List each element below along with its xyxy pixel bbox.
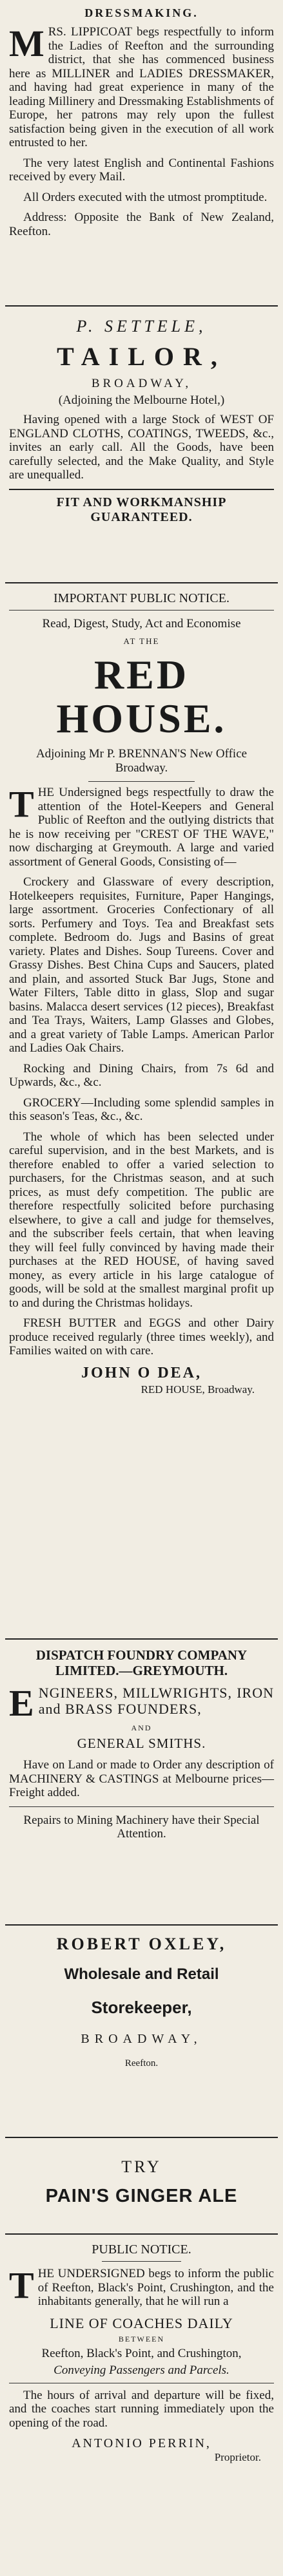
red-house-adjoining: Adjoining Mr P. BRENNAN'S New Office Broadway. bbox=[35, 747, 248, 775]
coaches-drop-cap: T bbox=[9, 2264, 34, 2306]
tailor-adjoining: (Adjoining the Melbourne Hotel,) bbox=[58, 393, 225, 407]
coaches-notice-rule bbox=[102, 2261, 181, 2262]
tailor-advert bbox=[5, 307, 278, 583]
dressmaking-drop-cap: M bbox=[9, 23, 44, 64]
tailor-footer: FIT AND WORKMANSHIP GUARANTEED. bbox=[56, 495, 227, 524]
dressmaking-fashions: The very latest English and Continental Fashions received by every Mail. bbox=[9, 156, 274, 184]
foundry-smiths: GENERAL SMITHS. bbox=[77, 1736, 206, 1751]
oxley-role: Storekeeper, bbox=[91, 1998, 192, 2017]
oxley-town: Reefton. bbox=[124, 2058, 159, 2069]
foundry-drop-cap: E bbox=[9, 1682, 35, 1724]
red-house-notice: IMPORTANT PUBLIC NOTICE. bbox=[54, 591, 229, 605]
tailor-trade: TAILOR, bbox=[57, 342, 226, 371]
dressmaking-address: Address: Opposite the Bank of New Zealand, Reefton. bbox=[9, 211, 274, 238]
oxley-advert bbox=[5, 1926, 278, 2138]
red-house-rule bbox=[88, 781, 194, 782]
dressmaking-body: RS. LIPPICOAT begs respectfully to inform the Ladies of Reefton and the surrounding district, that she has commenced business here as MILLINER and LADIES DRESSMAKER, and having had great experience in many of the leading Millinery and Dressmaking Establishments of Europe, her patrons may rely upon the fullest satisfaction being given in the execution of all work entrusted to her. bbox=[9, 25, 274, 149]
tailor-name: P. SETTELE, bbox=[76, 317, 207, 336]
coaches-notice: PUBLIC NOTICE. bbox=[92, 2242, 191, 2257]
coaches-conveying: Conveying Passengers and Parcels. bbox=[54, 2363, 229, 2377]
oxley-street: BROADWAY, bbox=[81, 2032, 202, 2046]
coaches-title: Proprietor. bbox=[214, 2451, 261, 2463]
red-house-crockery: Crockery and Glassware of every description, Hotelkeepers requisites, Furniture, Paper Hangings, large assortment. Groceries Confectionary of all sorts. Perfumery and Toys. Tea and Breakfast sets complete. Bedroom do. Jugs and Basins of great variety. Plates and Dishes. Soup Tureens. Cover and Grassy Dishes. Best China Cups and Saucers, plated and plain, and assorted Stuck Bar Jugs, Stone and Water Filters, Table ditto in glass, Slop and sugar basins. Malacca desert services (12 pieces), Breakfast and Tea Trays, Waiters, Lamp Glasses and Globes, and a great variety of Table Lamps. American Parlor and Ladies Oak Chairs. bbox=[9, 875, 274, 1055]
coaches-line: LINE OF COACHES DAILY bbox=[50, 2315, 233, 2331]
red-house-body: The whole of which has been selected under careful supervision, and in the best Markets, and is therefore enabled to offer a varied selection to purchasers, for the Christmas season, and at such prices, as must defy competition. The public are therefore respectfully solicited before purchasing elsewhere, to give a call and judge for themselves, and the subscriber feels certain, that when leaving they will feel fully convinced by having made their purchases at the RED HOUSE, of having saved money, as every article in his large catalogue of goods, will be sold at the smallest marginal profit up to and during the Christmas holidays. bbox=[9, 1130, 274, 1310]
foundry-body: Have on Land or made to Order any description of MACHINERY & CASTINGS at Melbourne prices—Freight added. bbox=[9, 1758, 274, 1799]
foundry-trades: NGINEERS, MILLWRIGHTS, IRON and BRASS FOUNDERS, bbox=[38, 1685, 274, 1717]
coaches-hours: The hours of arrival and departure will be fixed, and the coaches start running immediately upon the opening of the road. bbox=[9, 2388, 274, 2430]
red-house-at-the: AT THE bbox=[123, 636, 160, 646]
foundry-advert bbox=[5, 1640, 278, 1926]
red-house-signature: JOHN O DEA, bbox=[81, 1364, 202, 1381]
coaches-route: Reefton, Black's Point, and Crushington, bbox=[41, 2346, 242, 2360]
oxley-name: ROBERT OXLEY, bbox=[56, 1935, 227, 1953]
tailor-street: BROADWAY, bbox=[91, 377, 192, 390]
foundry-and: AND bbox=[131, 1723, 152, 1732]
red-house-notice-rule bbox=[9, 610, 274, 611]
ginger-title: PAIN'S GINGER ALE bbox=[45, 2186, 238, 2206]
red-house-advert bbox=[5, 583, 278, 1640]
dressmaking-heading: DRESSMAKING. bbox=[84, 6, 199, 19]
dressmaking-orders: All Orders executed with the utmost promptitude. bbox=[23, 190, 268, 204]
coaches-between: BETWEEN bbox=[118, 2334, 165, 2344]
red-house-chairs: Rocking and Dining Chairs, from 7s 6d and Upwards, &c., &c. bbox=[9, 1061, 274, 1089]
tailor-divider bbox=[9, 489, 274, 490]
red-house-butter: FRESH BUTTER and EGGS and other Dairy produce received regularly (three times weekly), and Families waited on with care. bbox=[9, 1316, 274, 1358]
coaches-advert bbox=[5, 2235, 278, 2576]
red-house-grocery: GROCERY—Including some splendid samples in this season's Teas, &c., &c. bbox=[9, 1095, 274, 1123]
red-house-signature-address: RED HOUSE, Broadway. bbox=[141, 1383, 255, 1396]
foundry-repairs: Repairs to Mining Machinery have their Special Attention. bbox=[23, 1813, 260, 1841]
red-house-title: RED HOUSE. bbox=[56, 652, 227, 741]
red-house-drop-cap: T bbox=[9, 783, 34, 825]
red-house-tagline: Read, Digest, Study, Act and Economise bbox=[42, 617, 241, 630]
ginger-try: TRY bbox=[121, 2157, 162, 2176]
coaches-signature: ANTONIO PERRIN, bbox=[72, 2436, 211, 2450]
red-house-intro: HE Undersigned begs respectfully to draw the attention of the Hotel-Keepers and General Public of Reefton and the outlying districts that he is now receiving per "CREST OF THE WAVE," now discharging at Greymouth. A large and varied assortment of General Goods, Consisting of— bbox=[9, 786, 274, 869]
newspaper-column bbox=[5, 0, 278, 2576]
coaches-body: HE UNDERSIGNED begs to inform the public of Reefton, Black's Point, Crushington, and the inhabitants generally, that he will run a bbox=[37, 2267, 274, 2308]
tailor-body: Having opened with a large Stock of WEST OF ENGLAND CLOTHS, COATINGS, TWEEDS, &c., invites an early call. All the Goods, have been carefully selected, and the Make Quality, and Style are unequalled. bbox=[9, 413, 274, 482]
foundry-title: DISPATCH FOUNDRY COMPANY LIMITED.—GREYMOUTH. bbox=[35, 1647, 248, 1678]
foundry-rule bbox=[9, 1806, 274, 1807]
dressmaking-advert bbox=[5, 0, 278, 307]
ginger-ale-advert bbox=[5, 2138, 278, 2235]
oxley-trade: Wholesale and Retail bbox=[64, 1965, 219, 1983]
